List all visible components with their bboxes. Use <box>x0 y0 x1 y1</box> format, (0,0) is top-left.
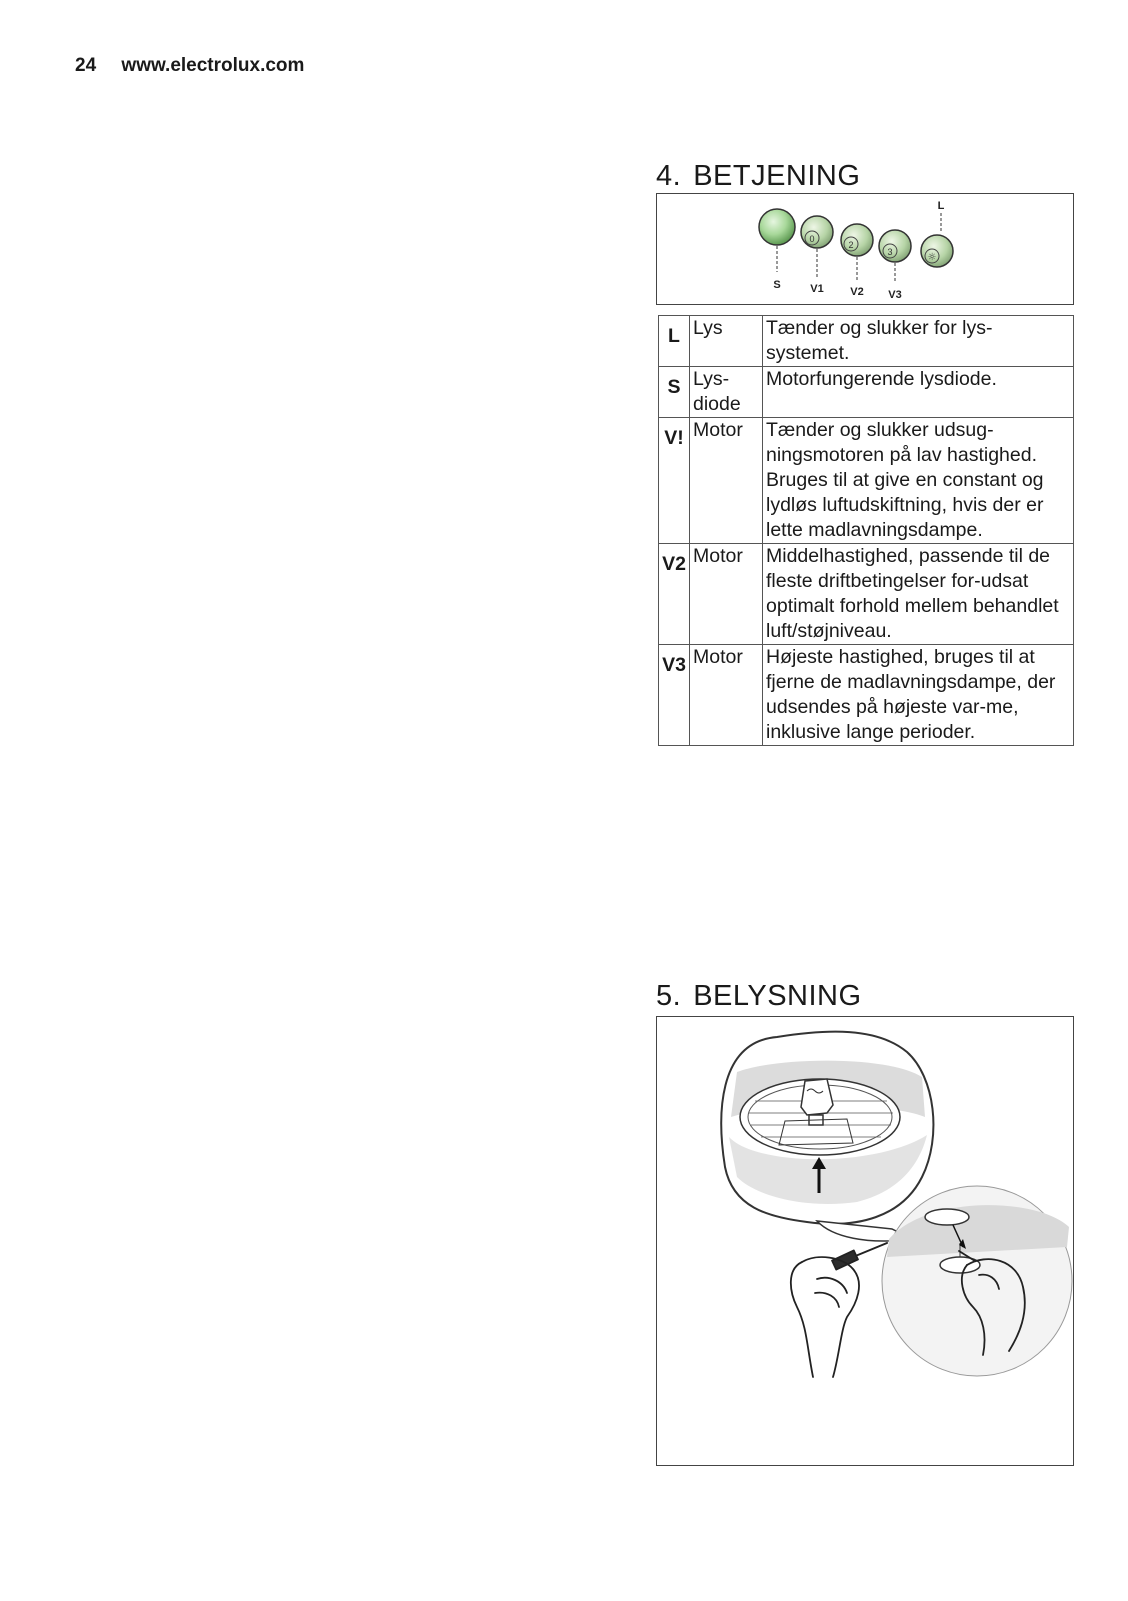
table-row <box>659 316 1074 367</box>
row-key: S <box>659 367 690 418</box>
magnifier-bubble-icon <box>721 1032 933 1241</box>
row-name: Lys-diode <box>690 367 763 418</box>
v1-button-icon <box>801 216 833 277</box>
svg-text:2: 2 <box>848 240 854 250</box>
label-v2: V2 <box>850 286 864 298</box>
row-key: L <box>659 316 690 367</box>
page-header <box>75 55 304 77</box>
website-url: www.electrolux.com <box>121 55 305 76</box>
label-v1: V1 <box>810 283 824 295</box>
svg-text:☼: ☼ <box>927 252 937 263</box>
row-description: Middelhastighed, passende til de fleste driftbetingelser for-udsat optimalt forhold mellem behandlet luft/støjniveau. <box>763 544 1074 645</box>
section-4-title: BETJENING <box>693 160 861 192</box>
label-led: S <box>773 279 781 291</box>
row-description: Tænder og slukker for lys-systemet. <box>763 316 1074 367</box>
control-panel-illustration <box>656 193 1074 305</box>
row-key: V2 <box>659 544 690 645</box>
v3-button-icon <box>879 230 911 283</box>
led-indicator-icon <box>759 209 795 272</box>
row-description: Tænder og slukker udsug-ningsmotoren på lav hastighed. Bruges til at give en constant og lydløs luftudskiftning, hvis der er lette madlavningsdampe. <box>763 418 1074 544</box>
section-5-heading <box>656 980 862 1013</box>
hood-section-icon <box>882 1186 1072 1376</box>
page-number: 24 <box>75 55 97 76</box>
lamp-replacement-drawing <box>657 1017 1073 1465</box>
v2-button-icon <box>841 224 873 280</box>
label-light: L <box>937 200 945 212</box>
row-description: Motorfungerende lysdiode. <box>763 367 1074 418</box>
section-5-number: 5. <box>656 980 682 1012</box>
table-row <box>659 544 1074 645</box>
table-row <box>659 418 1074 544</box>
controls-table <box>658 315 1074 746</box>
row-key: V3 <box>659 645 690 746</box>
row-description: Højeste hastighed, bruges til at fjerne de madlavningsdampe, der udsendes på højeste var-me, inklusive lange perioder. <box>763 645 1074 746</box>
section-4-heading <box>656 160 860 193</box>
row-name: Lys <box>690 316 763 367</box>
section-5-title: BELYSNING <box>693 980 862 1012</box>
lighting-illustration <box>656 1016 1074 1466</box>
row-key: V! <box>659 418 690 544</box>
row-name: Motor <box>690 645 763 746</box>
row-name: Motor <box>690 544 763 645</box>
light-button-icon <box>921 213 953 267</box>
table-row <box>659 645 1074 746</box>
svg-text:3: 3 <box>887 247 893 257</box>
section-4-number: 4. <box>656 160 682 192</box>
svg-text:0: 0 <box>809 234 815 244</box>
control-panel-drawing <box>657 194 1073 304</box>
table-row <box>659 367 1074 418</box>
row-name: Motor <box>690 418 763 544</box>
label-v3: V3 <box>888 289 902 301</box>
